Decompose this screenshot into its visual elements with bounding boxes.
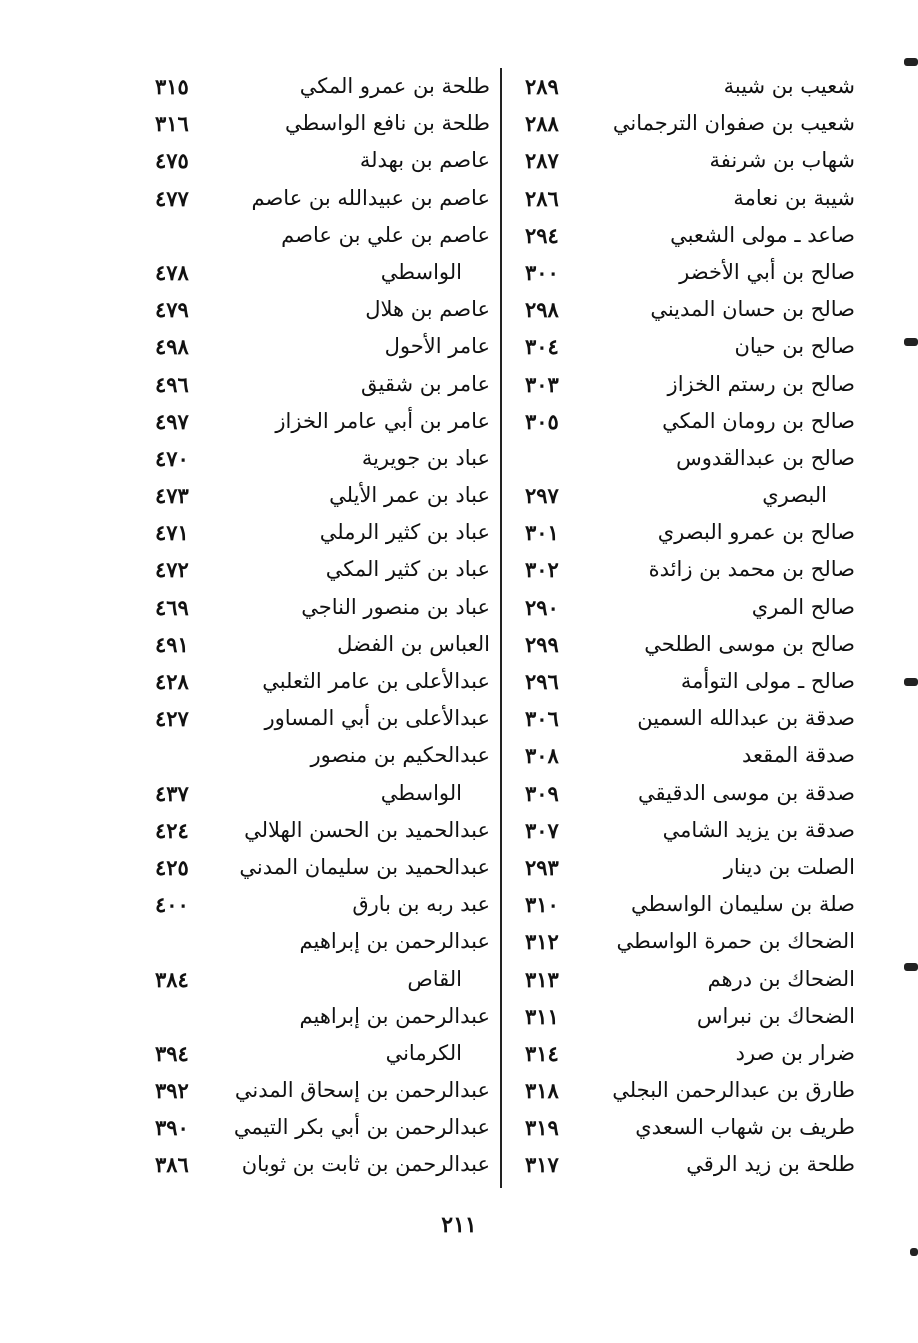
entry-name: شعيب بن شيبة xyxy=(723,74,855,98)
index-entry xyxy=(510,886,855,923)
entry-name-continuation: القاص xyxy=(407,966,462,991)
entry-name-continuation: الواسطي xyxy=(380,780,462,805)
entry-page: ٣٠١ xyxy=(525,520,559,546)
index-entry xyxy=(510,440,855,477)
index-entry xyxy=(510,105,855,142)
entry-page: ٢٨٩ xyxy=(525,74,559,99)
index-entry xyxy=(510,1072,855,1109)
entry-name: عباد بن عمر الأيلي xyxy=(329,483,490,508)
entry-name: عامر بن شقيق xyxy=(360,371,490,396)
entry-page: ٤٧٥ xyxy=(155,148,189,174)
column-divider xyxy=(500,68,502,1188)
entry-name: عباد بن منصور الناجي xyxy=(301,594,490,619)
entry-name: عباد بن كثير المكي xyxy=(325,557,490,582)
entry-page: ٤٢٤ xyxy=(155,817,189,843)
index-entry xyxy=(510,737,855,774)
index-entry xyxy=(510,812,855,849)
index-entry xyxy=(150,1109,490,1146)
entry-name: صالح بن حيان xyxy=(734,334,855,359)
entry-name: العباس بن الفضل xyxy=(337,631,490,656)
index-entry xyxy=(150,998,490,1035)
entry-page: ٤٧٠ xyxy=(155,445,189,471)
index-entry xyxy=(510,961,855,998)
index-entry xyxy=(510,663,855,700)
entry-name: عبدالأعلى بن أبي المساور xyxy=(264,706,490,731)
entry-page: ٢٩٠ xyxy=(525,594,559,620)
entry-name: صالح المري xyxy=(751,594,855,619)
entry-page: ٤٩١ xyxy=(155,631,189,657)
entry-name: عبدالرحمن بن إسحاق المدني xyxy=(234,1078,490,1103)
index-entry xyxy=(510,403,855,440)
edge-mark xyxy=(910,1248,918,1256)
entry-page: ٣١٨ xyxy=(525,1078,559,1104)
entry-name: صالح ـ مولى التوأمة xyxy=(680,669,855,693)
edge-mark xyxy=(904,963,918,971)
index-entry xyxy=(510,775,855,812)
index-entry xyxy=(510,1035,855,1072)
entry-page: ٢٩٩ xyxy=(525,631,559,657)
entry-page: ٤٧٧ xyxy=(155,185,189,211)
index-entry xyxy=(510,1146,855,1183)
entry-name: شعيب بن صفوان الترجماني xyxy=(612,111,855,136)
entry-page: ٤٧٢ xyxy=(155,557,189,583)
entry-page: ٢٩٨ xyxy=(525,297,559,323)
entry-page: ٣٠٦ xyxy=(525,706,559,732)
index-column-left xyxy=(150,68,490,1184)
entry-page: ٤٧٣ xyxy=(155,483,189,509)
entry-page: ٤٠٠ xyxy=(155,892,189,918)
entry-name: عبدالرحمن بن ثابت بن ثوبان xyxy=(241,1152,490,1177)
entry-page: ٤٢٥ xyxy=(155,854,189,880)
entry-page: ٣٨٤ xyxy=(155,966,189,992)
index-entry xyxy=(150,886,490,923)
entry-page: ٣١٠ xyxy=(525,892,559,918)
entry-page: ٣٠٤ xyxy=(525,334,559,360)
entry-name: عامر بن أبي عامر الخزاز xyxy=(275,408,490,433)
entry-page: ٣١٦ xyxy=(155,111,189,137)
index-entry xyxy=(150,849,490,886)
entry-name: طارق بن عبدالرحمن البجلي xyxy=(612,1078,855,1103)
index-entry xyxy=(510,68,855,105)
entry-name: عبدالحكيم بن منصور xyxy=(310,743,490,768)
index-entry xyxy=(510,626,855,663)
entry-name: عاصم بن هلال xyxy=(365,297,490,322)
index-entry xyxy=(510,923,855,960)
entry-page: ٤٣٧ xyxy=(155,780,189,806)
index-entry xyxy=(150,626,490,663)
entry-name: عامر الأحول xyxy=(384,334,490,359)
index-entry xyxy=(510,477,855,514)
entry-name: ضرار بن صرد xyxy=(735,1040,855,1065)
edge-mark xyxy=(904,58,918,66)
entry-name: طلحة بن عمرو المكي xyxy=(299,74,490,98)
index-entry xyxy=(150,700,490,737)
index-entry xyxy=(510,254,855,291)
entry-page: ٣١٧ xyxy=(525,1152,559,1178)
entry-page: ٣١١ xyxy=(525,1003,559,1029)
entry-page: ٣٠٠ xyxy=(525,259,559,285)
entry-page: ٣٠٣ xyxy=(525,371,559,397)
entry-name: عباد بن جويرية xyxy=(361,445,490,470)
index-entry xyxy=(150,217,490,254)
index-entry xyxy=(510,849,855,886)
index-entry xyxy=(150,923,490,960)
entry-name: عبدالرحمن بن إبراهيم xyxy=(299,929,490,954)
index-entry xyxy=(510,998,855,1035)
entry-page: ٣١٥ xyxy=(155,74,189,99)
index-entry xyxy=(510,1109,855,1146)
entry-page: ٤٩٦ xyxy=(155,371,189,397)
entry-name: صلة بن سليمان الواسطي xyxy=(631,892,855,917)
entry-name: صاعد ـ مولى الشعبي xyxy=(670,222,855,247)
entry-page: ٤٧٨ xyxy=(155,259,189,285)
index-entry xyxy=(150,142,490,179)
entry-page: ٢٨٧ xyxy=(525,148,559,174)
entry-name: شيبة بن نعامة xyxy=(733,185,855,210)
index-entry xyxy=(510,217,855,254)
entry-page: ٤٢٨ xyxy=(155,669,189,694)
edge-mark xyxy=(904,338,918,346)
entry-name: عاصم بن علي بن عاصم xyxy=(281,222,490,247)
edge-mark xyxy=(904,678,918,686)
entry-name: صالح بن رومان المكي xyxy=(662,408,855,433)
entry-name-continuation: الواسطي xyxy=(380,259,462,284)
index-entry xyxy=(150,403,490,440)
entry-name: الضحاك بن حمرة الواسطي xyxy=(616,929,855,954)
index-entry xyxy=(150,105,490,142)
index-entry xyxy=(150,551,490,588)
entry-name: الضحاك بن درهم xyxy=(707,966,855,991)
entry-name: عاصم بن عبيدالله بن عاصم xyxy=(251,185,490,210)
entry-name: عبدالحميد بن سليمان المدني xyxy=(239,854,490,879)
entry-name: صدقة بن يزيد الشامي xyxy=(662,817,855,842)
entry-name: عاصم بن بهدلة xyxy=(359,148,490,173)
entry-name: صدقة بن موسى الدقيقي xyxy=(638,780,855,805)
entry-page: ٣٨٦ xyxy=(155,1152,189,1178)
entry-page: ٤٦٩ xyxy=(155,594,189,620)
entry-name: طريف بن شهاب السعدي xyxy=(635,1115,855,1140)
index-entry xyxy=(510,589,855,626)
index-entry xyxy=(150,254,490,291)
entry-page: ٤٢٧ xyxy=(155,706,189,732)
entry-name: صدقة بن عبدالله السمين xyxy=(637,706,855,731)
entry-page: ٣٩٢ xyxy=(155,1078,189,1104)
index-entry xyxy=(150,1072,490,1109)
entry-page: ٢٩٧ xyxy=(525,483,559,509)
entry-page: ٣٩٠ xyxy=(155,1115,189,1141)
entry-name: صالح بن عمرو البصري xyxy=(657,520,855,545)
index-entry xyxy=(150,328,490,365)
entry-name: عبدالأعلى بن عامر الثعلبي xyxy=(262,669,490,693)
entry-name: طلحة بن نافع الواسطي xyxy=(284,111,490,136)
entry-name: صالح بن موسى الطلحي xyxy=(644,631,855,656)
entry-page: ٣٠٧ xyxy=(525,817,559,843)
entry-page: ٣١٢ xyxy=(525,929,559,955)
index-entry xyxy=(150,1146,490,1183)
entry-name: عبدالحميد بن الحسن الهلالي xyxy=(244,817,490,842)
entry-name: صالح بن محمد بن زائدة xyxy=(648,557,855,582)
index-entry xyxy=(150,440,490,477)
entry-page: ٢٨٦ xyxy=(525,185,559,211)
entry-page: ٣٩٤ xyxy=(155,1040,189,1066)
entry-name: عبدالرحمن بن أبي بكر التيمي xyxy=(233,1115,490,1140)
entry-name-continuation: الكرماني xyxy=(385,1040,462,1065)
index-entry xyxy=(150,775,490,812)
entry-page: ٤٧٩ xyxy=(155,297,189,323)
index-entry xyxy=(150,180,490,217)
page-number: ٢١١ xyxy=(441,1212,477,1238)
index-entry xyxy=(150,737,490,774)
entry-page: ٤٩٨ xyxy=(155,334,189,360)
index-entry xyxy=(150,812,490,849)
entry-page: ٣٠٢ xyxy=(525,557,559,583)
entry-name: عباد بن كثير الرملي xyxy=(319,520,490,545)
entry-page: ٣١٣ xyxy=(525,966,559,992)
index-entry xyxy=(150,589,490,626)
entry-name: صالح بن رستم الخزاز xyxy=(667,371,855,396)
index-entry xyxy=(510,551,855,588)
entry-name: عبد ربه بن بارق xyxy=(352,892,490,917)
index-column-right xyxy=(510,68,855,1184)
entry-name: طلحة بن زيد الرقي xyxy=(686,1152,855,1177)
index-entry xyxy=(150,514,490,551)
entry-page: ٣٠٨ xyxy=(525,743,559,769)
entry-page: ٢٨٨ xyxy=(525,111,559,137)
entry-name: صالح بن حسان المديني xyxy=(650,297,855,322)
index-entry xyxy=(150,366,490,403)
entry-page: ٢٩٤ xyxy=(525,222,559,248)
entry-name: الصلت بن دينار xyxy=(723,854,855,879)
entry-page: ٢٩٣ xyxy=(525,854,559,880)
index-entry xyxy=(150,477,490,514)
entry-name: عبدالرحمن بن إبراهيم xyxy=(299,1003,490,1028)
entry-page: ٤٧١ xyxy=(155,520,189,546)
entry-page: ٣٠٥ xyxy=(525,408,559,434)
entry-page: ٣٠٩ xyxy=(525,780,559,806)
entry-name-continuation: البصري xyxy=(762,483,827,508)
entry-name: شهاب بن شرنفة xyxy=(709,148,855,173)
entry-page: ٣١٩ xyxy=(525,1115,559,1141)
index-entry xyxy=(510,291,855,328)
index-entry xyxy=(510,328,855,365)
entry-name: صالح بن أبي الأخضر xyxy=(679,259,855,284)
index-entry xyxy=(510,514,855,551)
entry-page: ٣١٤ xyxy=(525,1040,559,1066)
index-entry xyxy=(510,180,855,217)
entry-page: ٤٩٧ xyxy=(155,408,189,434)
index-entry xyxy=(510,700,855,737)
index-entry xyxy=(150,1035,490,1072)
index-entry xyxy=(150,663,490,700)
index-entry xyxy=(150,961,490,998)
index-entry xyxy=(510,366,855,403)
entry-name: الضحاك بن نبراس xyxy=(696,1003,855,1028)
entry-name: صدقة المقعد xyxy=(742,743,855,768)
index-entry xyxy=(150,68,490,105)
index-entry xyxy=(150,291,490,328)
entry-name: صالح بن عبدالقدوس xyxy=(676,445,855,470)
entry-page: ٢٩٦ xyxy=(525,669,559,694)
index-entry xyxy=(510,142,855,179)
